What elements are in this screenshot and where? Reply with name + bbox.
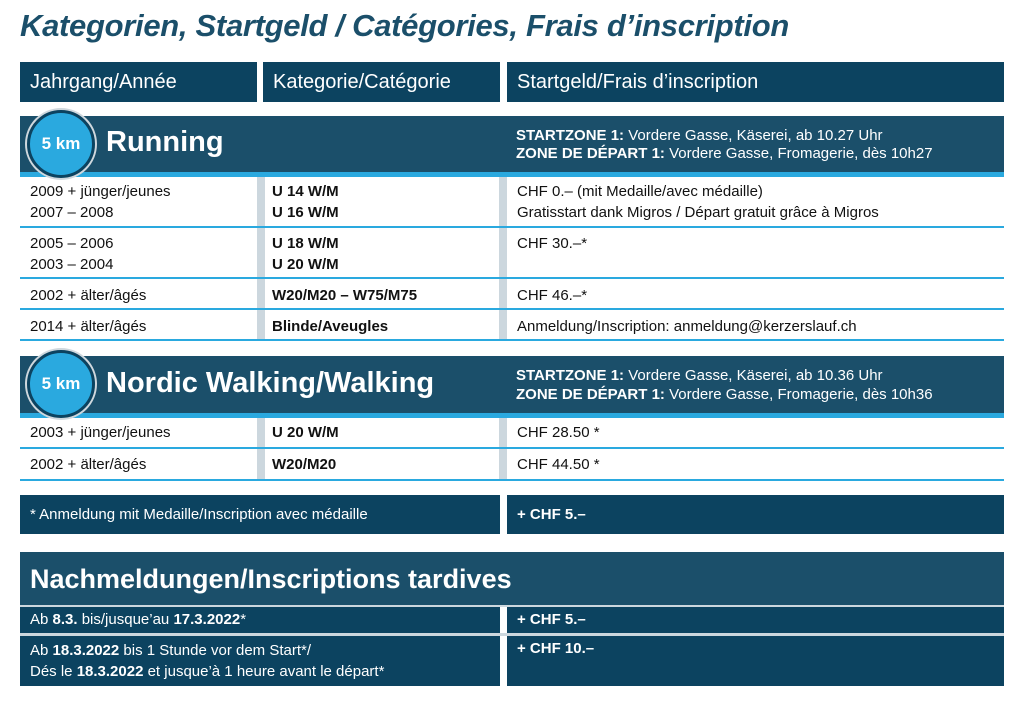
category-line: U 20 W/M bbox=[272, 256, 339, 273]
year-line: 2003 – 2004 bbox=[30, 256, 114, 273]
table-row-fee: CHF 44.50 * bbox=[517, 456, 600, 473]
table-row-year: 2002 + älter/âgés bbox=[30, 287, 147, 304]
table-row-category bbox=[262, 316, 388, 337]
walking-title: Nordic Walking/Walking bbox=[106, 367, 435, 399]
text: Dés le bbox=[30, 663, 77, 680]
table-row-year: 2002 + älter/âgés bbox=[30, 456, 147, 473]
header-year: Jahrgang/Année bbox=[20, 62, 257, 102]
late-row-1 bbox=[20, 607, 500, 633]
category-line: Blinde/Aveugles bbox=[272, 318, 389, 335]
column-divider bbox=[499, 177, 507, 340]
late-registration-title: Nachmeldungen/Inscriptions tardives bbox=[20, 552, 1004, 605]
row-divider bbox=[20, 447, 1004, 449]
table-row-year bbox=[20, 233, 113, 275]
late-row-2-fee: + CHF 10.– bbox=[507, 636, 1004, 686]
fee-line: CHF 0.– (mit Medaille/avec médaille) bbox=[517, 183, 763, 200]
header-fee: Startgeld/Frais d’inscription bbox=[507, 62, 1004, 102]
running-distance-badge bbox=[27, 110, 95, 178]
running-zone-1-label: STARTZONE 1: bbox=[516, 127, 625, 144]
date: 17.3.2022 bbox=[173, 611, 241, 628]
table-row-fee bbox=[507, 181, 879, 223]
category-line: U 20 W/M bbox=[272, 424, 339, 441]
category-line: W20/M20 – W75/M75 bbox=[272, 287, 418, 304]
running-zone-2-label: ZONE DE DÉPART 1: bbox=[516, 145, 665, 162]
table-row-fee: CHF 28.50 * bbox=[517, 424, 600, 441]
category-line: U 18 W/M bbox=[272, 235, 339, 252]
text: et jusque’à 1 heure avant le départ* bbox=[143, 663, 385, 680]
running-zone-1-text: Vordere Gasse, Käserei, ab 10.27 Uhr bbox=[624, 127, 883, 144]
fee-line: Gratisstart dank Migros / Départ gratuit grâce à Migros bbox=[517, 204, 879, 221]
table-row-category bbox=[262, 285, 417, 306]
row-divider bbox=[20, 277, 1004, 279]
walking-zone-1 bbox=[516, 367, 883, 385]
late-row-2 bbox=[20, 636, 500, 686]
table-row-fee: CHF 46.–* bbox=[517, 287, 588, 304]
page-title: Kategorien, Startgeld / Catégories, Frais d’inscription bbox=[20, 8, 789, 43]
table-row-category bbox=[262, 233, 339, 275]
fee-line: CHF 30.–* bbox=[517, 235, 588, 252]
running-distance: 5 km bbox=[41, 134, 81, 153]
walking-zone-2-text: Vordere Gasse, Fromagerie, dès 10h36 bbox=[664, 386, 933, 403]
date: 18.3.2022 bbox=[76, 663, 144, 680]
table-row-year bbox=[20, 181, 171, 223]
running-zone-2 bbox=[516, 145, 933, 163]
row-divider bbox=[20, 339, 1004, 341]
category-line: W20/M20 bbox=[272, 456, 337, 473]
walking-zone-1-text: Vordere Gasse, Käserei, ab 10.36 Uhr bbox=[624, 367, 883, 384]
header-category: Kategorie/Catégorie bbox=[263, 62, 500, 102]
running-zone-2-text: Vordere Gasse, Fromagerie, dès 10h27 bbox=[664, 145, 933, 162]
text: Ab bbox=[30, 642, 53, 659]
year-line: 2005 – 2006 bbox=[30, 235, 114, 252]
table-row-fee[interactable]: Anmeldung/Inscription: anmeldung@kerzerslauf.ch bbox=[517, 318, 857, 335]
row-divider bbox=[20, 479, 1004, 481]
late-row-1-fee: + CHF 5.– bbox=[507, 607, 1004, 633]
category-line: U 14 W/M bbox=[272, 183, 339, 200]
medal-note-fee: + CHF 5.– bbox=[507, 495, 1004, 534]
walking-zone-2 bbox=[516, 386, 933, 404]
table-row-fee bbox=[507, 233, 587, 254]
row-divider bbox=[20, 226, 1004, 228]
year-line: 2007 – 2008 bbox=[30, 204, 114, 221]
row-divider bbox=[20, 308, 1004, 310]
text: Ab bbox=[30, 611, 53, 628]
table-row-category bbox=[262, 181, 339, 223]
running-band-accent bbox=[20, 172, 1004, 177]
table-row-category bbox=[262, 422, 339, 443]
walking-zone-2-label: ZONE DE DÉPART 1: bbox=[516, 386, 665, 403]
walking-distance-badge bbox=[27, 350, 95, 418]
running-title: Running bbox=[106, 126, 224, 158]
text: bis 1 Stunde vor dem Start*/ bbox=[119, 642, 312, 659]
text: bis/jusque’au bbox=[77, 611, 174, 628]
date: 18.3.2022 bbox=[52, 642, 120, 659]
table-row-category bbox=[262, 454, 336, 475]
walking-band-accent bbox=[20, 413, 1004, 418]
date: 8.3. bbox=[52, 611, 78, 628]
table-row-year: 2003 + jünger/jeunes bbox=[30, 424, 171, 441]
walking-distance: 5 km bbox=[41, 374, 81, 393]
table-row-year: 2014 + älter/âgés bbox=[30, 318, 147, 335]
running-zone-1 bbox=[516, 127, 883, 145]
category-line: U 16 W/M bbox=[272, 204, 339, 221]
medal-note: * Anmeldung mit Medaille/Inscription avec médaille bbox=[20, 495, 500, 534]
year-line: 2009 + jünger/jeunes bbox=[30, 183, 171, 200]
text: * bbox=[240, 611, 247, 628]
column-divider bbox=[499, 418, 507, 480]
walking-zone-1-label: STARTZONE 1: bbox=[516, 367, 625, 384]
